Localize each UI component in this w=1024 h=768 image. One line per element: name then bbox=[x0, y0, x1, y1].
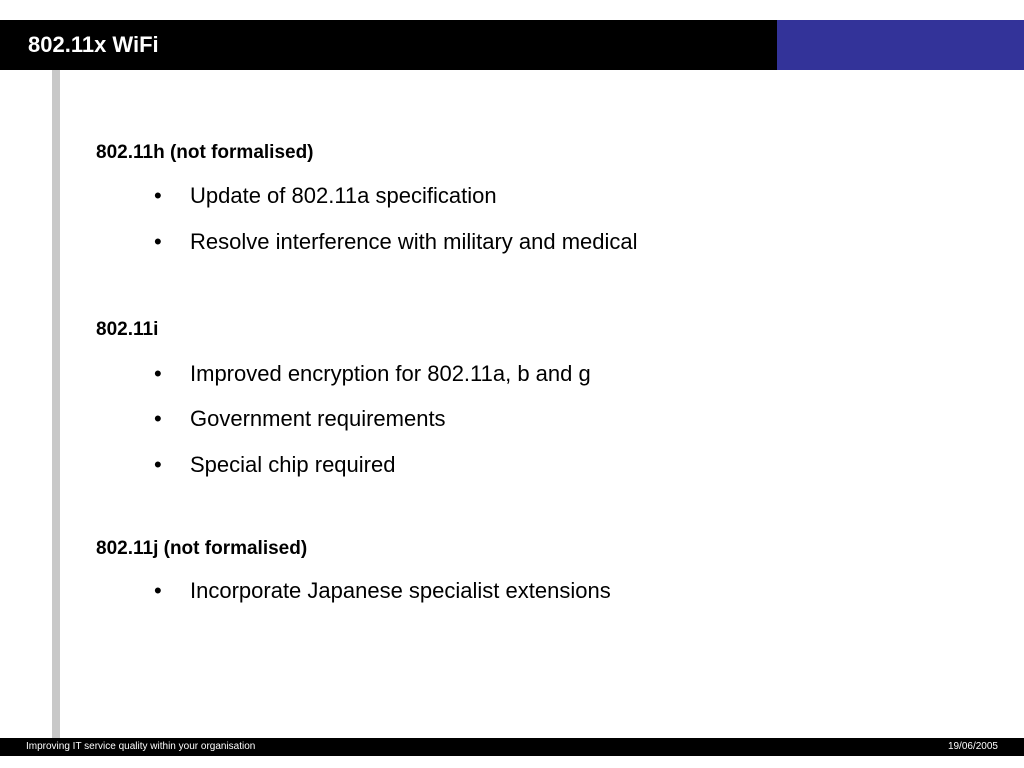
bullet-text: Special chip required bbox=[190, 452, 396, 477]
bullet-dot: • bbox=[154, 578, 162, 603]
slide-title: 802.11x WiFi bbox=[28, 32, 159, 57]
bullet-text: Incorporate Japanese specialist extensions bbox=[190, 578, 611, 603]
bullet-dot: • bbox=[154, 361, 162, 386]
footer-bar bbox=[0, 738, 1024, 756]
bullet-dot: • bbox=[154, 229, 162, 254]
vertical-rule bbox=[52, 70, 60, 738]
bullet-text: Improved encryption for 802.11a, b and g bbox=[190, 361, 591, 386]
title-bar bbox=[0, 20, 777, 70]
section-heading-802-11h: 802.11h (not formalised) bbox=[96, 142, 314, 163]
bullet-text: Government requirements bbox=[190, 406, 446, 431]
title-accent-block bbox=[777, 20, 1024, 70]
bullet-dot: • bbox=[154, 406, 162, 431]
section-heading-802-11i: 802.11i bbox=[96, 319, 159, 340]
section-heading-802-11j: 802.11j (not formalised) bbox=[96, 538, 308, 559]
bullet-text: Update of 802.11a specification bbox=[190, 183, 497, 208]
bullet-dot: • bbox=[154, 452, 162, 477]
footer-date: 19/06/2005 bbox=[947, 741, 998, 752]
footer-tagline: Improving IT service quality within your organisation bbox=[26, 741, 256, 752]
bullet-text: Resolve interference with military and medical bbox=[190, 229, 638, 254]
bullet-dot: • bbox=[154, 183, 162, 208]
